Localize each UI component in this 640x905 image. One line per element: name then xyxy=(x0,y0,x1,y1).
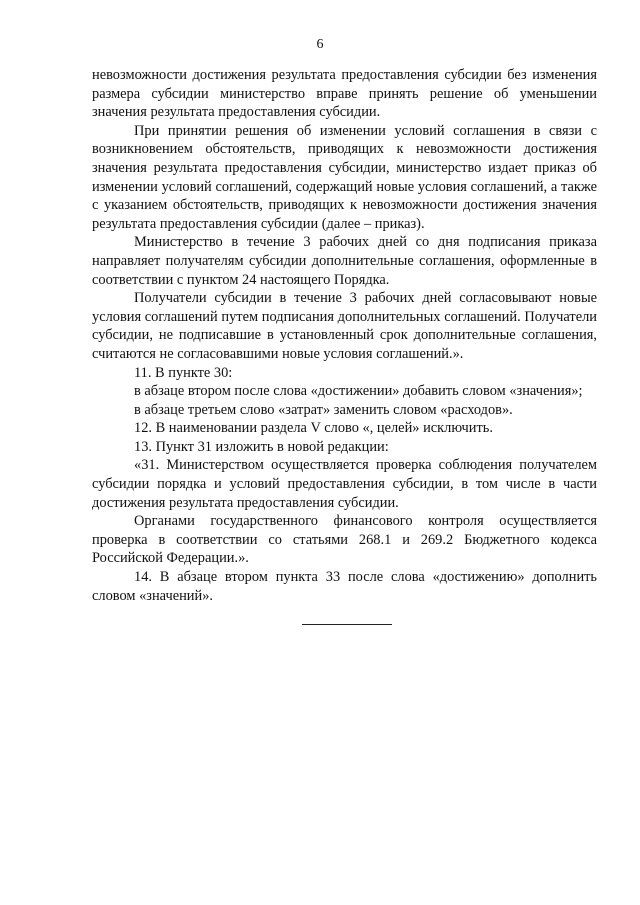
document-body xyxy=(92,66,597,605)
end-divider-line xyxy=(302,624,392,625)
paragraph-item-11-a: в абзаце втором после слова «достижении» добавить словом «значения»; xyxy=(134,383,583,400)
paragraph-item-14: 14. В абзаце втором пункта 33 после слова «достижению» дополнить словом «значений». xyxy=(92,569,597,604)
paragraph-item-31-text: «31. Министерством осуществляется проверка соблюдения получателем субсидии порядка и условий предоставления субсидии, в том числе в части достижения результата предоставления субсидии. xyxy=(92,457,597,511)
paragraph-item-11-b: в абзаце третьем слово «затрат» заменить словом «расходов». xyxy=(134,401,513,418)
paragraph-ministry-agreements: Министерство в течение 3 рабочих дней со дня подписания приказа направляет получателям субсидии дополнительные соглашения, оформленные в соответствии с пунктом 24 настоящего Порядка. xyxy=(92,234,597,288)
paragraph-item-12: 12. В наименовании раздела V слово «, целей» исключить. xyxy=(134,420,493,437)
page-number: 6 xyxy=(316,37,324,52)
paragraph-state-control: Органами государственного финансового контроля осуществляется проверка в соответствии со статьями 268.1 и 269.2 Бюджетного кодекса Российской Федерации.». xyxy=(92,513,597,567)
paragraph-item-13: 13. Пункт 31 изложить в новой редакции: xyxy=(134,438,389,455)
paragraph-order-decision: При принятии решения об изменении условий соглашения в связи с возникновением обстоятельств, приводящих к невозможности достижения значения результата предоставления субсидии, министерство издает приказ об изменении условий соглашений, содержащий новые условия соглашений, а также с указанием обстоятельств, приводящих к невозможности достижения значения результата предоставления субсидии (далее – приказ). xyxy=(92,122,597,232)
paragraph-recipients-approval: Получатели субсидии в течение 3 рабочих дней согласовывают новые условия соглашений путем подписания дополнительных соглашений. Получатели субсидии, не подписавшие в установленный срок дополнительные соглашения, считаются не согласовавшими новые условия соглашений.». xyxy=(92,290,597,362)
paragraph-item-11: 11. В пункте 30: xyxy=(134,364,233,381)
paragraph-continuation: невозможности достижения результата предоставления субсидии без изменения размера субсидии министерство вправе принять решение об уменьшении значения результата предоставления субсидии. xyxy=(92,67,597,121)
